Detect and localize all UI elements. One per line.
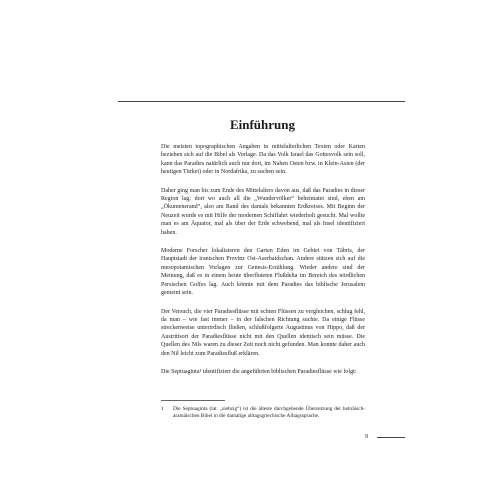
paragraph: Daher ging man bis zum Ende des Mittelalters davon aus, daß das Paradies in dieser Region lag; dort wo auch all die „Wundervölker“ beheimatet sind, eben am „Ökumenerand“, also am Rand des damals bekannten Erdkreises. Mit Beginn der Neuzeit wurde es mit Hilfe der modernen Schiffahrt wiederholt gesucht. Mal wollte man es am Äquator, mal als über der Erde schwebend, mal als Insel identifiziert haben. [161, 187, 365, 236]
chapter-title: Einführung [229, 117, 296, 132]
page-number-rule [377, 437, 405, 438]
body-text [161, 143, 365, 376]
footnote [161, 406, 365, 420]
header-rule [118, 101, 405, 102]
paragraph: Die Septuaginta¹ identifiziert die angeführten biblischen Paradiesflüsse wie folgt: [161, 368, 357, 375]
paragraph: Der Versuch, die vier Paradiesflüsse mit echten Flüssen zu vergleichen, schlug fehl, da man – wie fast immer – in der falschen Richtung suchte. Da einige Flüsse streckenweise unterirdisch fließen, schlußfolgerte Augustinus von Hippo, daß der Austrittsort der Paradiesflüsse nicht mit den Quellen identisch sein müsse. Die Quellen des Nils waren zu dieser Zeit noch nicht gefunden. Man konnte daher auch den Nil leicht zum Paradiesfluß erklären. [161, 308, 365, 357]
paragraph: Moderne Forscher lokalisieren den Garten Eden im Gebiet von Täbris, der Hauptstadt der iranischen Provinz Ost-Aserbaidschan. Andere stützen sich auf die mesopotamischen Vorlagen zur Genesis-Erzählung. Wieder andere sind der Meinung, daß es in einem heute überfluteten Flußdelta im Bereich des nördlichen Persischen Golfes lag. Auch könnte mit dem Paradies das biblische Jerusalem gemeint sein. [161, 248, 365, 297]
paragraph: Die meisten topographischen Angaben in mittelalterlichen Texten oder Karten beziehen sich auf die Bibel als Vorlage. Da das Volk Israel das Gottesvolk sein soll, kann das Paradies natürlich auch nur dort, im Nahen Osten bzw. in Klein-Asien (der heutigen Türkei) oder in Nordafrika, zu suchen sein. [161, 144, 365, 176]
footnote-number: 1 [161, 406, 164, 412]
page-number: 9 [365, 434, 368, 440]
footnote-rule [161, 400, 225, 401]
footnote-text: Die Septuaginta (lat. „siebzig“) ist die älteste durchgehende Übersetzung der hebräisch-aramäischen Bibel in die damalige alltagsgriechische Alltagssprache. [173, 406, 365, 420]
